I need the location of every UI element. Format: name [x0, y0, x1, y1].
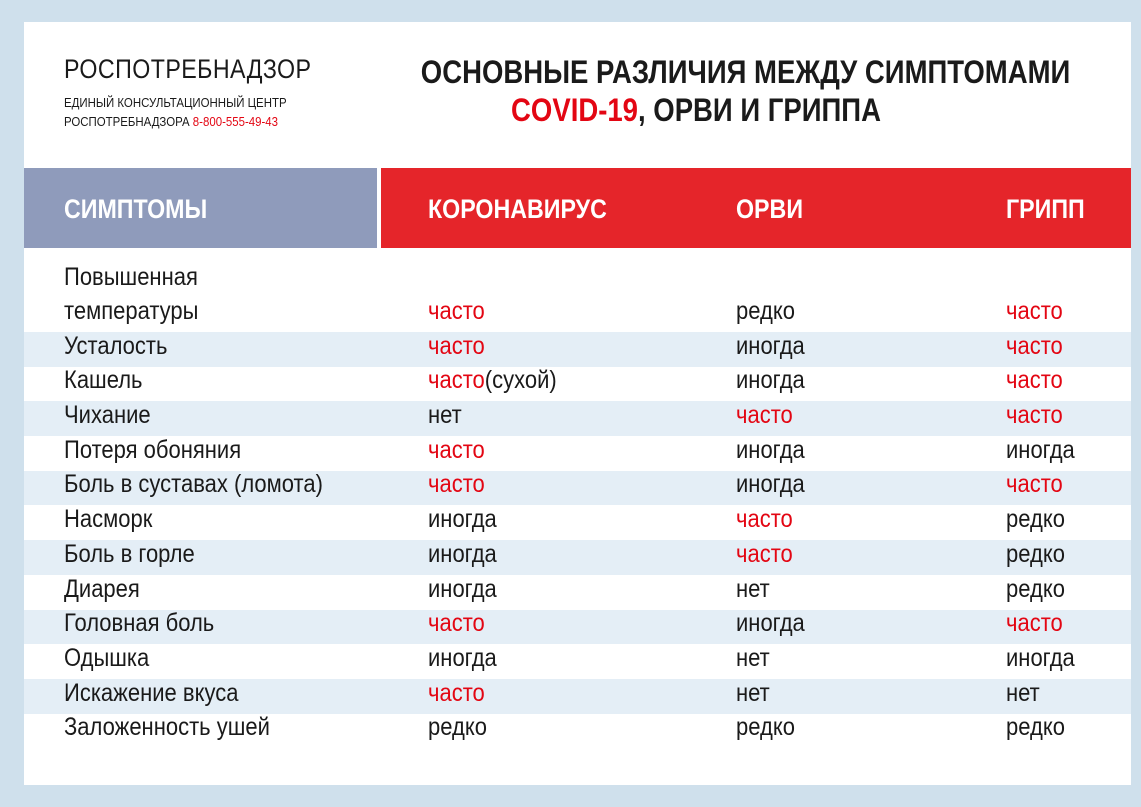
symptom-cell: Одышка — [64, 643, 150, 672]
table-row — [24, 679, 1131, 714]
title-covid: COVID-19 — [511, 92, 638, 128]
org-subtitle-line1: ЕДИНЫЙ КОНСУЛЬТАЦИОННЫЙ ЦЕНТР — [64, 95, 287, 110]
coronavirus-frequency: часто — [428, 366, 485, 395]
table-row — [24, 262, 1131, 332]
flu-cell: часто — [1006, 401, 1063, 430]
coronavirus-frequency: редко — [428, 713, 487, 742]
table-row — [24, 610, 1131, 645]
orvi-cell: редко — [736, 713, 795, 742]
coronavirus-cell — [428, 502, 497, 536]
column-header-orvi: ОРВИ — [736, 194, 804, 224]
symptom-cell: Чихание — [64, 401, 151, 430]
column-header-symptoms: СИМПТОМЫ — [64, 194, 208, 224]
symptom-cell: Кашель — [64, 366, 143, 395]
coronavirus-frequency: часто — [428, 435, 485, 464]
coronavirus-frequency: часто — [428, 470, 485, 499]
orvi-cell: иногда — [736, 435, 805, 464]
table-row — [24, 505, 1131, 540]
table-row — [24, 540, 1131, 575]
coronavirus-frequency: иногда — [428, 574, 497, 603]
table-row — [24, 644, 1131, 679]
symptom-cell: Насморк — [64, 505, 153, 534]
coronavirus-cell — [428, 398, 462, 432]
symptom-cell: Боль в суставах (ломота) — [64, 470, 323, 499]
page-title-line1: ОСНОВНЫЕ РАЗЛИЧИЯ МЕЖДУ СИМПТОМАМИ — [420, 54, 1071, 90]
orvi-cell: иногда — [736, 331, 805, 360]
orvi-cell: иногда — [736, 470, 805, 499]
coronavirus-cell — [428, 572, 497, 606]
org-subtitle-line2 — [64, 114, 278, 129]
coronavirus-frequency: иногда — [428, 539, 497, 568]
org-subtitle-name: РОСПОТРЕБНАДЗОРА — [64, 114, 190, 129]
table-row — [24, 714, 1131, 749]
symptom-cell: Головная боль — [64, 609, 215, 638]
coronavirus-frequency: иногда — [428, 643, 497, 672]
table-row — [24, 575, 1131, 610]
coronavirus-cell — [428, 433, 485, 467]
table-row — [24, 471, 1131, 506]
coronavirus-frequency: часто — [428, 609, 485, 638]
symptom-cell: Потеря обоняния — [64, 435, 242, 464]
coronavirus-cell — [428, 710, 487, 744]
title-rest: , ОРВИ И ГРИППА — [637, 92, 881, 128]
coronavirus-frequency: иногда — [428, 505, 497, 534]
flu-cell: часто — [1006, 609, 1063, 638]
coronavirus-note: (сухой) — [484, 366, 557, 395]
flu-cell: часто — [1006, 366, 1063, 395]
symptom-cell: Усталость — [64, 331, 168, 360]
flu-cell: редко — [1006, 574, 1065, 603]
symptom-cell: Повышенная температуры — [64, 263, 199, 325]
orvi-cell: нет — [736, 643, 770, 672]
flu-cell: иногда — [1006, 435, 1075, 464]
symptom-cell: Боль в горле — [64, 539, 195, 568]
orvi-cell: нет — [736, 574, 770, 603]
flu-cell: иногда — [1006, 643, 1075, 672]
coronavirus-frequency: нет — [428, 401, 462, 430]
infographic-card — [24, 22, 1131, 785]
orvi-cell: нет — [736, 678, 770, 707]
coronavirus-cell — [428, 294, 485, 328]
orvi-cell: иногда — [736, 366, 805, 395]
coronavirus-cell — [428, 676, 485, 710]
flu-cell: нет — [1006, 678, 1040, 707]
coronavirus-frequency: часто — [428, 297, 485, 325]
flu-cell: редко — [1006, 505, 1065, 534]
coronavirus-cell — [428, 329, 485, 363]
hotline-phone[interactable]: 8-800-555-49-43 — [192, 114, 279, 129]
orvi-cell: часто — [736, 539, 793, 568]
symptom-cell: Диарея — [64, 574, 140, 603]
flu-cell: часто — [1006, 331, 1063, 360]
flu-cell: редко — [1006, 713, 1065, 742]
orvi-cell: редко — [736, 297, 795, 325]
coronavirus-frequency: часто — [428, 331, 485, 360]
coronavirus-cell — [428, 606, 485, 640]
flu-cell: часто — [1006, 297, 1063, 325]
coronavirus-cell — [428, 641, 497, 675]
coronavirus-cell — [428, 537, 497, 571]
table-row — [24, 436, 1131, 471]
coronavirus-cell — [428, 363, 557, 397]
table-row — [24, 367, 1131, 402]
symptom-cell: Заложенность ушей — [64, 713, 270, 742]
orvi-cell: часто — [736, 505, 793, 534]
column-header-coronavirus: КОРОНАВИРУС — [428, 194, 607, 224]
table-row — [24, 332, 1131, 367]
page-title-line2 — [421, 92, 971, 129]
org-name: РОСПОТРЕБНАДЗОР — [64, 54, 312, 84]
flu-cell: часто — [1006, 470, 1063, 499]
coronavirus-frequency: часто — [428, 678, 485, 707]
orvi-cell: часто — [736, 401, 793, 430]
flu-cell: редко — [1006, 539, 1065, 568]
table-row — [24, 401, 1131, 436]
orvi-cell: иногда — [736, 609, 805, 638]
symptom-cell: Искажение вкуса — [64, 678, 239, 707]
symptoms-table-body — [24, 262, 1131, 748]
coronavirus-cell — [428, 467, 485, 501]
column-header-flu: ГРИПП — [1006, 194, 1085, 224]
